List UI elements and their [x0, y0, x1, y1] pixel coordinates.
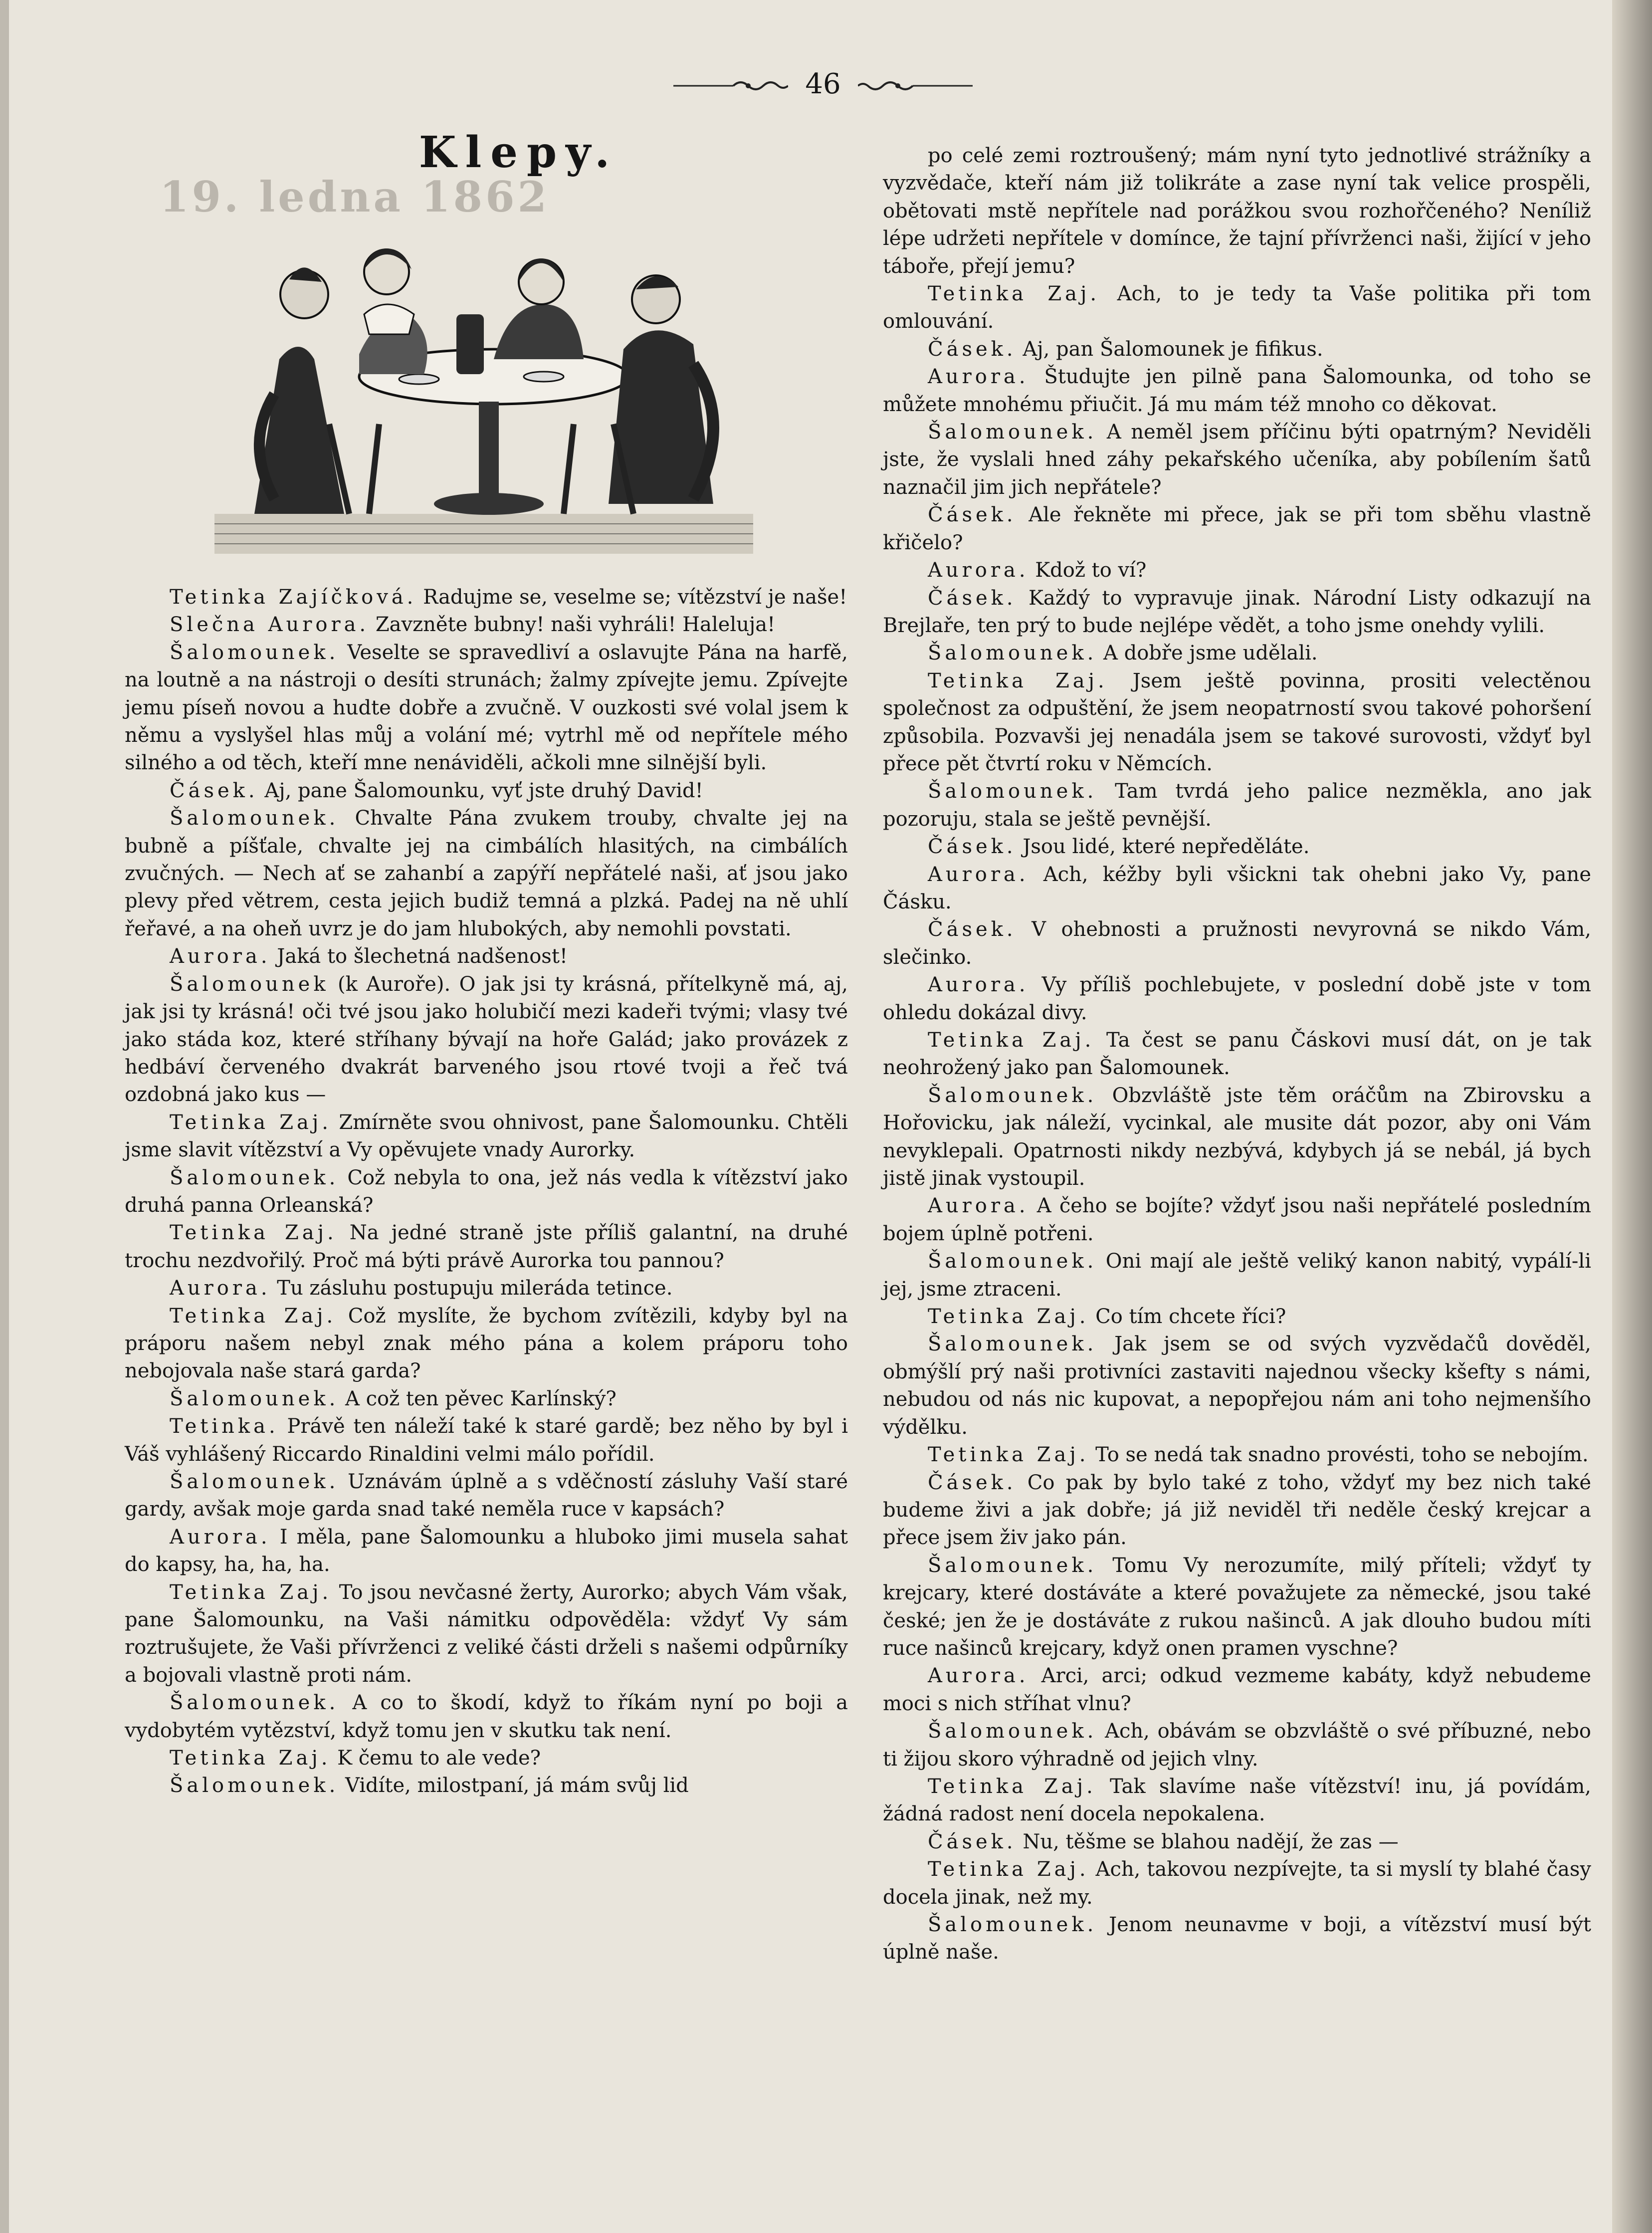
dialogue-paragraph [883, 1552, 1591, 1663]
speaker-name: Tetinka Zaj. [170, 1304, 337, 1328]
dialogue-paragraph [125, 639, 848, 777]
dialogue-paragraph [883, 363, 1591, 419]
speaker-name: Čásek. [928, 835, 1017, 859]
dialogue-paragraph [125, 943, 848, 970]
speaker-name: Šalomounek. [928, 1720, 1097, 1743]
dialogue-paragraph [883, 861, 1591, 916]
dialogue-paragraph [125, 1579, 848, 1690]
dialogue-paragraph [883, 142, 1591, 280]
speaker-name: Čásek. [928, 337, 1017, 361]
dialogue-paragraph [125, 1219, 848, 1275]
speaker-name: Tetinka Zaj. [928, 1443, 1089, 1467]
dialogue-paragraph [125, 1275, 848, 1302]
speaker-name: Aurora. [170, 1525, 271, 1549]
dialogue-paragraph [883, 778, 1591, 833]
speaker-name: Šalomounek. [170, 807, 339, 830]
speaker-name: Čásek. [928, 503, 1017, 527]
dialogue-text: Uznávám úplně a s vděčností zásluhy Vaší staré gardy, avšak moje garda snad také neměla ruce v kapsách? [125, 1470, 848, 1521]
dialogue-text: Tomu Vy nerozumíte, milý příteli; vždyť ty krejcary, které dostáváte a které považujete za německé, jsou také české; jen že je dostáváte z rukou našinců. A jak dlouho budou míti ruce našinců krejcary, když onen pramen vyschne? [883, 1554, 1591, 1660]
ornament-left-icon [673, 80, 788, 92]
speaker-name: Čásek. [928, 1471, 1017, 1494]
dialogue-paragraph [125, 1164, 848, 1220]
dialogue-paragraph [883, 1248, 1591, 1303]
dialogue-paragraph [883, 419, 1591, 501]
speaker-name: Šalomounek. [170, 641, 339, 664]
speaker-name: Čásek. [928, 918, 1017, 941]
dialogue-paragraph [125, 1524, 848, 1579]
date-stamp: 19. ledna 1862 [160, 172, 550, 222]
dialogue-paragraph [883, 1469, 1591, 1552]
speaker-name: Tetinka Zaj. [928, 1029, 1095, 1052]
dialogue-text: Jsem ještě povinna, prositi velectěnou společnost za odpuštění, že jsem neopatrností svou takové pohoršení způsobila. Pozvavši jej nenadála jsem se takové surovosti, vždyť byl přece pět čtvrtí roku v Němcích. [883, 669, 1592, 775]
speaker-name: Aurora. [928, 365, 1029, 389]
dialogue-paragraph [125, 1689, 848, 1745]
dialogue-text: A čeho se bojíte? vždyť jsou naši nepřátelé posledním bojem úplně potřeni. [883, 1194, 1591, 1245]
dialogue-text: K čemu to ale vede? [331, 1747, 541, 1770]
dialogue-paragraph [883, 1911, 1591, 1967]
dialogue-paragraph [125, 584, 848, 611]
dialogue-text: Arci, arci; odkud vezmeme kabáty, když nebudeme moci s nich stříhat vlnu? [883, 1664, 1591, 1715]
page-edge-right [1612, 0, 1652, 2233]
speaker-name: Tetinka Zaj. [928, 1775, 1096, 1798]
dialogue-text: Zavzněte bubny! naši vyhráli! Haleluja! [369, 613, 776, 637]
speaker-name: Tetinka Zaj. [170, 1221, 337, 1245]
dialogue-paragraph [125, 611, 848, 639]
dialogue-text: Zmírněte svou ohnivost, pane Šalomounku. Chtěli jsme slavit vítězství a Vy opěvujete vnady Aurorky. [125, 1111, 848, 1162]
dialogue-paragraph [883, 280, 1591, 336]
speaker-name: Aurora. [928, 863, 1029, 886]
dialogue-paragraph [883, 1331, 1591, 1441]
dialogue-paragraph [125, 971, 848, 1109]
dialogue-text: I měla, pane Šalomounku a hluboko jimi musela sahat do kapsy, ha, ha, ha. [125, 1525, 848, 1576]
speaker-name: Tetinka Zaj. [928, 669, 1108, 692]
dialogue-text: V ohebnosti a pružnosti nevyrovná se nikdo Vám, slečinko. [883, 918, 1591, 969]
dialogue-text: Tak slavíme naše vítězství! inu, já povídám, žádná radost není docela nepokalena. [883, 1775, 1591, 1826]
dialogue-text: Radujme se, veselme se; vítězství je naše! [416, 586, 847, 609]
dialogue-paragraph [883, 501, 1591, 557]
dialogue-text: A což ten pěvec Karlínský? [339, 1387, 617, 1410]
dialogue-text: Co tím chcete říci? [1089, 1305, 1286, 1329]
dialogue-paragraph [883, 971, 1591, 1027]
speaker-name: Aurora. [928, 559, 1029, 582]
engraving-illustration [214, 234, 753, 554]
dialogue-text: Ach, obávám se obzvláště o své příbuzné, nebo ti žijou skoro výhradně od jejich vlny. [883, 1720, 1591, 1771]
dialogue-paragraph [125, 1413, 848, 1468]
dialogue-text: Jaká to šlechetná nadšenost! [270, 945, 568, 968]
dialogue-paragraph [883, 1662, 1591, 1718]
column-right [883, 142, 1591, 1967]
speaker-name: Šalomounek. [928, 642, 1097, 665]
speaker-name: Šalomounek. [928, 1913, 1097, 1936]
speaker-name: Čásek. [170, 779, 258, 802]
speaker-name: Tetinka Zaj. [928, 282, 1100, 306]
dialogue-paragraph [883, 336, 1591, 363]
dialogue-paragraph [883, 833, 1591, 861]
speaker-name: Tetinka Zaj. [928, 1858, 1089, 1881]
page-number: 46 [805, 68, 841, 100]
dialogue-paragraph [883, 1773, 1591, 1828]
dialogue-text: Obzvláště jste těm oráčům na Zbirovsku a Hořovicku, jak náleží, vycinkal, ale musite dát pozor, aby oni Vám nevyklepali. Opatrnosti nikdy nezbývá, kdybych já se nebál, já bych jistě jinak vystoupil. [883, 1084, 1591, 1190]
speaker-name: Aurora. [928, 1194, 1029, 1218]
dialogue-text: Kdož to ví? [1029, 559, 1147, 582]
speaker-name: Aurora. [928, 973, 1029, 997]
speaker-name: Šalomounek. [170, 1470, 339, 1493]
dialogue-paragraph [883, 1441, 1591, 1469]
dialogue-text: Právě ten náleží také k staré gardě; bez něho by byl i Váš vyhlášený Riccardo Rinaldini velmi málo pořídil. [125, 1415, 848, 1466]
dialogue-text: Aj, pan Šalomounek je fifikus. [1016, 337, 1323, 361]
ornament-right-icon [858, 80, 973, 92]
dialogue-paragraph [125, 1303, 848, 1385]
dialogue-paragraph [883, 1718, 1591, 1773]
dialogue-paragraph [883, 916, 1591, 971]
dialogue-paragraph [883, 1082, 1591, 1193]
dialogue-paragraph [883, 585, 1591, 640]
dialogue-paragraph [883, 557, 1591, 584]
dialogue-text: Každý to vypravuje jinak. Národní Listy odkazují na Brejlaře, ten prý to bude nejlépe vědět, a toho jsme onehdy vylili. [883, 586, 1591, 637]
dialogue-text: Ach, takovou nezpívejte, ta si myslí ty blahé časy docela jinak, než my. [883, 1858, 1591, 1909]
speaker-name: Šalomounek. [928, 421, 1097, 444]
dialogue-paragraph [125, 1385, 848, 1413]
speaker-name: Šalomounek. [928, 780, 1097, 803]
page-edge-left [0, 0, 9, 2233]
dialogue-text: Jsou lidé, které nepředěláte. [1016, 835, 1310, 859]
speaker-name: Tetinka. [170, 1415, 279, 1438]
column-left [125, 584, 848, 1800]
speaker-name: Šalomounek. [928, 1554, 1097, 1577]
speaker-name: Tetinka Zaj. [928, 1305, 1089, 1329]
page-number-header [673, 65, 973, 105]
dialogue-paragraph [125, 1109, 848, 1164]
speaker-name: Šalomounek. [170, 1691, 339, 1715]
dialogue-text: Vidíte, milostpaní, já mám svůj lid [339, 1774, 689, 1797]
speaker-name: Šalomounek [170, 972, 329, 996]
dialogue-text: Študujte jen pilně pana Šalomounka, od toho se můžete mnohému přiučit. Já mu mám též mnoho co děkovat. [883, 365, 1591, 416]
dialogue-text: Ach, to je tedy ta Vaše politika při tom omlouvání. [883, 282, 1591, 333]
dialogue-paragraph [125, 805, 848, 943]
dialogue-text: Ta čest se panu Čáskovi musí dát, on je tak neohrožený jako pan Šalomounek. [883, 1029, 1591, 1080]
speaker-name: Čásek. [928, 586, 1017, 610]
dialogue-text: Tu zásluhu postupuju mileráda tetince. [270, 1277, 673, 1300]
dialogue-text: Což myslíte, že bychom zvítězili, kdyby byl na práporu našem nebyl znak mého pána a kolem práporu toho nebojovala naše stará garda? [125, 1304, 848, 1383]
speaker-name: Aurora. [170, 1277, 271, 1300]
speaker-name: Čásek. [928, 1830, 1017, 1853]
dialogue-text: To jsou nevčasné žerty, Aurorko; abych Vám však, pane Šalomounku, na Vaši námitku odpověděla: vždyť Vy sám roztrušujete, že Vaši přívrženci z veliké části drželi s našemi odpůrníky a bojovali vlastně proti nám. [125, 1580, 848, 1687]
speaker-name: Šalomounek. [170, 1387, 339, 1410]
dialogue-text: Jenom neunavme v boji, a vítězství musí být úplně naše. [883, 1913, 1591, 1964]
dialogue-paragraph [883, 668, 1591, 778]
dialogue-text: A dobře jsme udělali. [1097, 642, 1318, 665]
dialogue-text: Což nebyla to ona, jež nás vedla k vítězství jako druhá panna Orleanská? [125, 1166, 848, 1217]
speaker-name: Tetinka Zajíčková. [170, 586, 417, 609]
dialogue-paragraph [125, 1468, 848, 1524]
dialogue-paragraph [883, 1192, 1591, 1248]
speaker-name: Tetinka Zaj. [170, 1747, 331, 1770]
dialogue-text: Ale řekněte mi přece, jak se při tom sběhu vlastně křičelo? [883, 503, 1591, 554]
dialogue-text: po celé zemi roztroušený; mám nyní tyto jednotlivé strážníky a vyzvědače, kteří nám již tolikráte a zase nyní tak velice prospěli, obětovati mstě nepřítele nad porážkou svou rozhořčeného? Neníliž lépe udržeti nepřítele v domínce, že tajní přívrženci naši, žijící v jeho táboře, přejí jemu? [883, 144, 1591, 278]
speaker-name: Šalomounek. [928, 1250, 1097, 1273]
dialogue-paragraph [125, 777, 848, 805]
dialogue-text: Aj, pane Šalomounku, vyť jste druhý David! [258, 779, 703, 802]
dialogue-paragraph [883, 1027, 1591, 1082]
dialogue-text: Co pak by bylo také z toho, vždyť my bez nich také budeme živi a jak dobře; já již neviděl tři neděle český krejcar a přece jsem živ jako pán. [883, 1471, 1591, 1550]
speaker-name: Tetinka Zaj. [170, 1580, 332, 1604]
speaker-name: Šalomounek. [170, 1774, 339, 1797]
dialogue-paragraph [883, 1303, 1591, 1331]
dialogue-text: Vy příliš pochlebujete, v poslední době jste v tom ohledu dokázal divy. [883, 973, 1591, 1024]
dialogue-text: To se nedá tak snadno provésti, toho se nebojím. [1089, 1443, 1589, 1467]
dialogue-text: Tam tvrdá jeho palice nezměkla, ano jak pozoruju, stala se ještě pevnější. [883, 780, 1591, 831]
dialogue-text: Chvalte Pána zvukem trouby, chvalte jej na bubně a píšťale, chvalte jej na cimbálích hlasitých, na cimbálích zvučných. — Nech ať se zahanbí a zapýří nepřátelé naši, ať jsou jako plevy před větrem, cesta jejich budiž temná a plzká. Padej na ně uhlí řeřavé, a na oheň uvrz je do jam hlubokých, aby nemohli povstati. [125, 807, 848, 940]
speaker-name: Slečna Aurora. [170, 613, 370, 637]
dialogue-text: Oni mají ale ještě veliký kanon nabitý, vypálí-li jej, jsme ztraceni. [883, 1250, 1591, 1301]
dialogue-paragraph [125, 1745, 848, 1772]
speaker-name: Aurora. [170, 945, 271, 968]
dialogue-text: Veselte se spravedliví a oslavujte Pána na harfě, na loutně a na nástroji o desíti strunách; žalmy zpívejte jemu. Zpívejte jemu píseň novou a hudte dobře a zvučně. V ouzkosti své volal jsem k němu a vyslyšel hlas můj a volání mé; vytrhl mě od nepřítele mého silného a od těch, kteří mne nenáviděli, ačkoli mne silnější byli. [125, 641, 848, 775]
dialogue-paragraph [883, 640, 1591, 667]
dialogue-paragraph [883, 1856, 1591, 1911]
dialogue-paragraph [883, 1828, 1591, 1856]
speaker-name: Tetinka Zaj. [170, 1111, 332, 1134]
dialogue-text: A co to škodí, když to říkám nyní po boji a vydobytém vytězství, když tomu jen v skutku tak není. [125, 1691, 848, 1742]
speaker-name: Šalomounek. [928, 1333, 1097, 1356]
dialogue-text: Ach, kéžby byli všickni tak ohebni jako Vy, pane Čásku. [883, 863, 1591, 913]
speaker-name: Aurora. [928, 1664, 1029, 1688]
dialogue-text: Na jedné straně jste příliš galantní, na druhé trochu nezdvořilý. Proč má býti právě Aurorka tou pannou? [125, 1221, 848, 1272]
article-title: Klepy. [418, 127, 619, 178]
dialogue-paragraph [125, 1772, 848, 1799]
dialogue-text: A neměl jsem příčinu býti opatrným? Neviděli jste, že vyslali hned záhy pekařského učeníka, aby pobílením šatů naznačil jim jich nepřátele? [883, 421, 1591, 499]
dialogue-text: Nu, těšme se blahou nadějí, že zas — [1016, 1830, 1399, 1853]
dialogue-text: Jak jsem se od svých vyzvědačů dověděl, obmýšlí prý naši protivníci zastaviti najednou všecky kšefty s námi, nebudou od nás nic kupovat, a nepopřejou nám ani toho nejmenšího výdělku. [883, 1333, 1591, 1439]
speaker-name: Šalomounek. [928, 1084, 1097, 1107]
speaker-name: Šalomounek. [170, 1166, 339, 1189]
dialogue-text: (k Auroře). O jak jsi ty krásná, přítelkyně má, aj, jak jsi ty krásná! oči tvé jsou jako holubičí mezi kadeři tvými; vlasy tvé jako stáda koz, které stříhany bývají na hoře Galád; jako provázek z hedbáví červeného dvakrát barveného jsou rtové tvoji a řeč tvá ozdobná jako kus — [125, 972, 848, 1107]
